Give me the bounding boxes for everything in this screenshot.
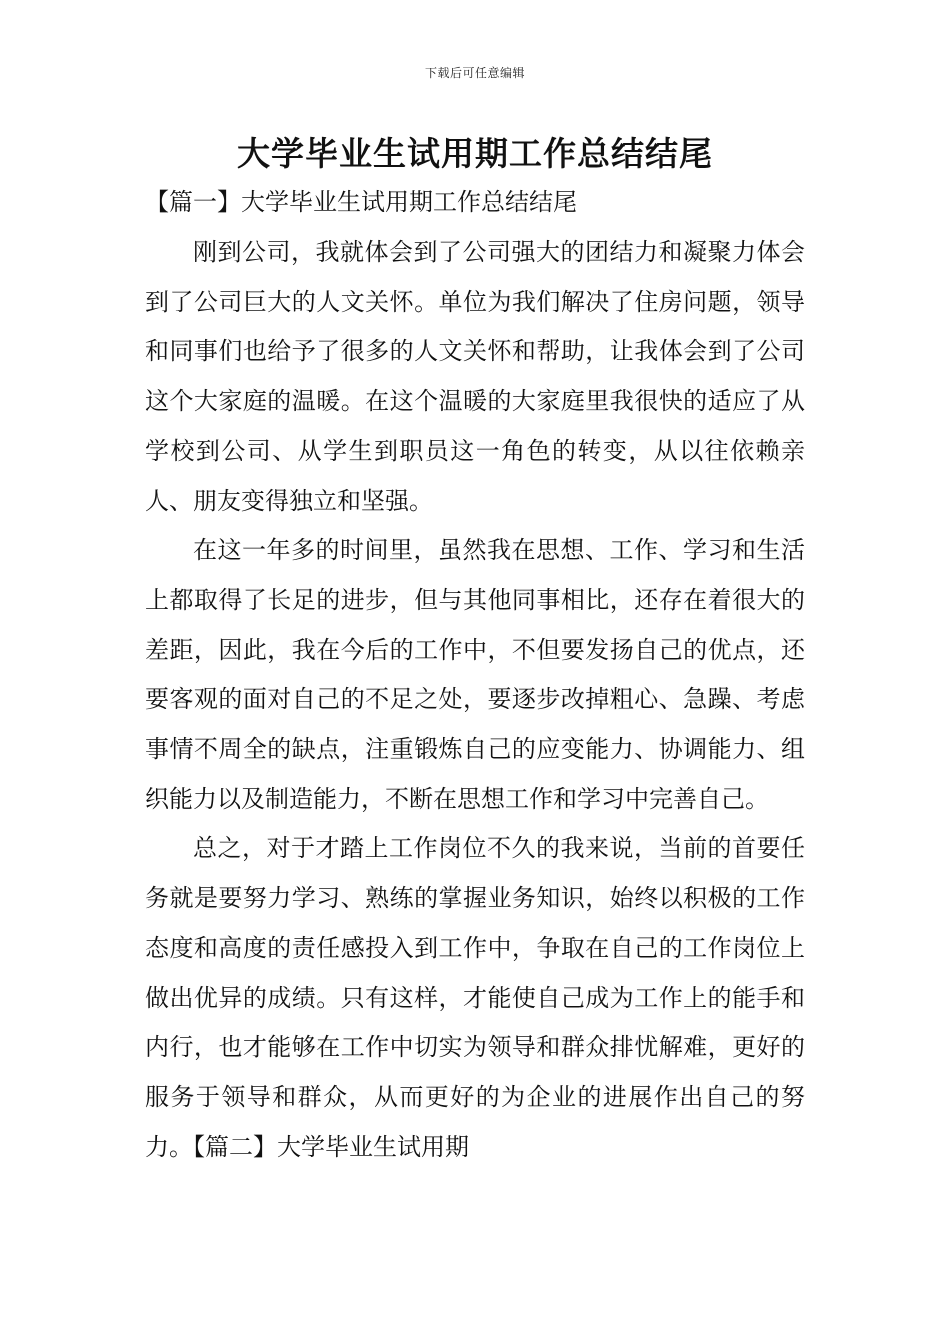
document-title: 大学毕业生试用期工作总结结尾 [237,134,713,173]
header-note: 下载后可任意编辑 [424,66,525,80]
paragraph: 总之，对于才踏上工作岗位不久的我来说，当前的首要任务就是要努力学习、熟练的掌握业务知识，始终以积极的工作态度和高度的责任感投入到工作中，争取在自己的工作岗位上做出优异的成绩。只有这样，才能使自己成为工作上的能手和内行，也才能够在工作中切实为领导和群众排忧解难，更好的服务于领导和群众，从而更好的为企业的进展作出自己的努力。【篇二】大学毕业生试用期 [145,834,805,1161]
document-body [145,228,805,1172]
paragraph: 在这一年多的时间里，虽然我在思想、工作、学习和生活上都取得了长足的进步，但与其他同事相比，还存在着很大的差距，因此，我在今后的工作中，不但要发扬自己的优点，还要客观的面对自己的不足之处，要逐步改掉粗心、急躁、考虑事情不周全的缺点，注重锻炼自己的应变能力、协调能力、组织能力以及制造能力，不断在思想工作和学习中完善自己。 [145,536,805,813]
section-heading: 【篇一】大学毕业生试用期工作总结结尾 [145,188,577,216]
paragraph: 刚到公司，我就体会到了公司强大的团结力和凝聚力体会到了公司巨大的人文关怀。单位为我们解决了住房问题，领导和同事们也给予了很多的人文关怀和帮助，让我体会到了公司这个大家庭的温暖。在这个温暖的大家庭里我很快的适应了从学校到公司、从学生到职员这一角色的转变，从以往依赖亲人、朋友变得独立和坚强。 [145,238,805,515]
